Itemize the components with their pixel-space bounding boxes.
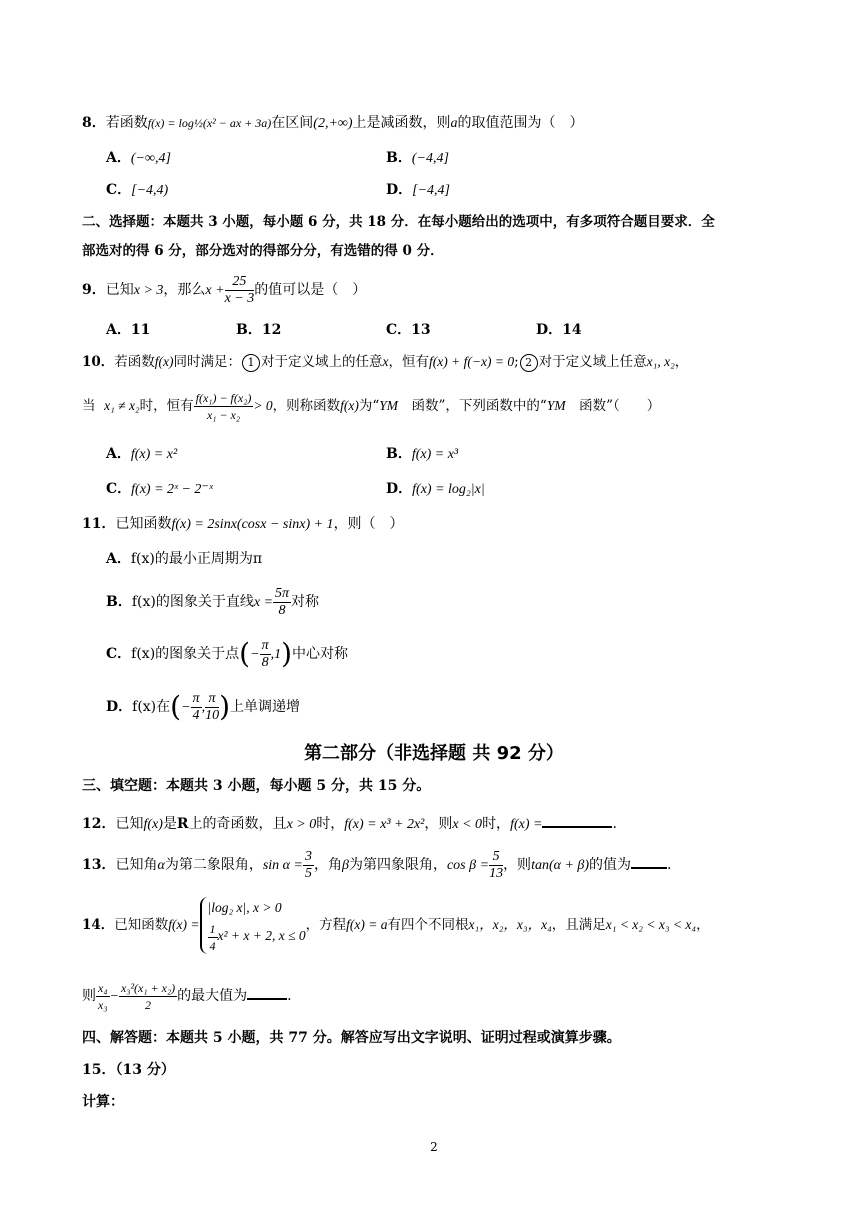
q14-number: 14． <box>82 917 115 933</box>
frac-num: x₄ <box>98 980 108 995</box>
q12-text: 时， <box>482 816 511 832</box>
option-fraction <box>205 691 219 724</box>
q8-stem <box>82 113 584 134</box>
q10-text: 同时满足： <box>173 354 242 370</box>
q11-option-d[interactable]: D．f(x)在(− $\frac{\pi}{4}$ , $\frac{\pi}{10}$ )上单调递增 <box>106 690 300 723</box>
option-text: f(x)在 <box>132 699 171 715</box>
q14-text: ，且满足 <box>551 917 606 933</box>
q12-text: 是 <box>162 816 177 832</box>
q9-text: 已知 <box>105 282 134 298</box>
q11-number: 11． <box>82 516 116 532</box>
option-label: A． <box>106 446 131 462</box>
option-label: A． <box>106 150 131 166</box>
q13-tan: tan(α + β) <box>531 858 590 873</box>
frac-num: 3 <box>304 848 312 864</box>
q9-option-b[interactable] <box>236 320 281 340</box>
q12-cond: x > 0 <box>286 817 317 832</box>
q14-roots: x₁，x₂，x₃，x₄ <box>468 917 552 932</box>
q13-sin-fraction <box>303 849 314 882</box>
q9-option-a[interactable] <box>106 320 150 340</box>
frac-num: x₃²(x₁ + x₂) <box>120 980 176 995</box>
q10-option-d[interactable] <box>386 479 485 500</box>
q14-piecewise <box>200 897 306 953</box>
q13-text: ，角 <box>313 857 342 873</box>
q10-cond: x₁ ≠ x₂ <box>104 398 140 413</box>
q11-text: ，则（ ） <box>333 516 404 532</box>
option-text: f(x)的图象关于点 <box>131 646 240 662</box>
q8-interval: (2,+∞) <box>313 116 353 131</box>
q14-eq: f(x) = a <box>346 917 388 932</box>
q9-option-c[interactable] <box>386 320 431 340</box>
q10-gt: > 0 <box>253 398 273 413</box>
q12-r: R <box>176 816 189 832</box>
option-fraction <box>260 638 271 671</box>
q10-number: 10． <box>82 354 115 370</box>
q12-text: 上的奇函数，且 <box>188 816 287 832</box>
q12-ans: f(x) = <box>510 817 543 832</box>
q12-fx: f(x) <box>143 817 163 832</box>
q13-text: 已知角 <box>115 857 158 873</box>
option-text: f(x) = x³ <box>411 447 459 462</box>
q13-cos: cos β = <box>446 858 490 873</box>
q8-function: f(x) = log½(x² − ax + 3a) <box>147 116 272 130</box>
q13-cos-fraction <box>489 849 503 882</box>
q9-option-d[interactable] <box>536 320 582 340</box>
option-label: C． <box>106 481 132 497</box>
option-text: 11 <box>130 322 151 338</box>
q8-option-b[interactable] <box>386 148 449 169</box>
option-text: 13 <box>411 322 431 338</box>
q14-answer-blank[interactable] <box>247 984 287 1000</box>
q9-stem <box>82 272 366 309</box>
option-label: B． <box>236 322 262 338</box>
section3-heading: 三、填空题：本题共 3 小题，每小题 5 分，共 15 分。 <box>82 778 431 794</box>
circled-one-icon: 1 <box>242 354 260 372</box>
frac-den: 4 <box>192 707 200 723</box>
option-fraction <box>273 586 291 619</box>
option-text: f(x)的最小正周期为π <box>130 551 263 567</box>
q14-case2-rest: x² + x + 2, x ≤ 0 <box>217 928 306 944</box>
q14-text: 有四个不同根 <box>387 917 469 933</box>
part2-title: 第二部分（非选择题 共 92 分） <box>304 743 564 764</box>
q14-text: ， <box>696 917 710 933</box>
option-math: x = <box>253 595 274 610</box>
q10-text: 时，恒有 <box>139 398 194 414</box>
section2-line2: 部选对的得 6 分，部分选对的得部分分，有选错的得 0 分． <box>82 243 444 259</box>
q9-fraction <box>225 274 255 307</box>
q8-text3: 上是减函数，则 <box>352 115 451 131</box>
frac-den: x₁ − x₂ <box>206 408 241 422</box>
circled-two-icon: 2 <box>520 354 538 372</box>
q10-fx: f(x) <box>340 398 359 413</box>
q9-expr: x + <box>205 283 225 298</box>
q14-case2 <box>208 919 306 953</box>
q10-text: 函数”（ ） <box>565 398 661 414</box>
q14-text: ，方程 <box>305 917 347 933</box>
option-label: D． <box>106 699 133 715</box>
q13-end: . <box>667 857 672 873</box>
frac-den: x − 3 <box>224 290 255 306</box>
frac-den: 2 <box>145 997 152 1012</box>
q10-line1: 10．若函数f(x)同时满足： 1 对于定义域上的任意x，恒有f(x) + f(−x) = 0; 2 对于定义域上任意x₁, x₂， <box>82 354 689 370</box>
frac-num: 25 <box>225 274 255 291</box>
q12-answer-blank[interactable] <box>542 812 612 828</box>
q9-number: 9． <box>82 282 106 298</box>
frac-den: 10 <box>205 707 220 723</box>
frac-den: 13 <box>489 865 504 881</box>
q10-ym: YM <box>379 398 399 413</box>
q10-x1x2: x₁, x₂ <box>646 354 675 369</box>
frac-num: 5π <box>275 585 290 601</box>
q15-heading: 15．（13 分） <box>82 1062 175 1078</box>
option-text: f(x) = x² <box>130 447 178 462</box>
section4-heading: 四、解答题：本题共 5 小题，共 77 分。解答应写出文字说明、证明过程或演算步骤。 <box>82 1030 621 1046</box>
q14-fraction1 <box>96 980 110 1013</box>
q12-text: 已知 <box>115 816 144 832</box>
q13-text: 为第四象限角， <box>348 857 447 873</box>
option-text: (−∞,4] <box>130 151 171 166</box>
q8-option-a[interactable] <box>106 148 171 169</box>
option-text: f(x)的图象关于直线 <box>131 594 254 610</box>
option-text: 14 <box>562 322 582 338</box>
q9-cond: x > 3 <box>133 283 164 298</box>
q10-text: 对于定义域上的任意 <box>261 354 383 370</box>
q13-stem <box>82 845 672 886</box>
q8-option-d[interactable] <box>386 180 450 201</box>
frac-den: x₃ <box>98 997 108 1012</box>
q14-fx: f(x) = <box>168 917 200 932</box>
frac-num: π <box>192 690 200 706</box>
q11-option-b[interactable] <box>106 584 319 621</box>
q9-text2: ，那么 <box>163 282 206 298</box>
option-label: A． <box>106 551 131 567</box>
q14-line2 <box>82 974 292 1019</box>
q11-option-a[interactable] <box>106 549 262 569</box>
q13-text: 的值为 <box>589 857 632 873</box>
option-text: 上单调递增 <box>230 699 300 715</box>
q13-beta: β <box>341 858 349 873</box>
q8-number: 8． <box>82 115 106 131</box>
frac-den: 4 <box>209 938 216 953</box>
q10-option-b[interactable] <box>386 444 458 465</box>
q10-ym: YM <box>546 398 566 413</box>
q12-text: ，则 <box>424 816 453 832</box>
option-label: B． <box>386 150 412 166</box>
q10-option-c[interactable] <box>106 479 213 500</box>
section2-line1: 二、选择题：本题共 3 小题，每小题 6 分，共 18 分．在每小题给出的选项中，有多项符合题目要求．全 <box>82 214 715 230</box>
q12-text: 时， <box>316 816 345 832</box>
option-label: C． <box>386 322 412 338</box>
option-text: (−4,4] <box>411 151 449 166</box>
option-text: 12 <box>261 322 282 338</box>
q10-text: 对于定义域上任意 <box>538 354 647 370</box>
q14-case1: |log₂ x|, x > 0 <box>207 900 282 916</box>
q12-stem <box>82 812 617 835</box>
q11-function: f(x) = 2sinx(cosx − sinx) + 1 <box>171 517 334 532</box>
q12-number: 12． <box>82 816 116 832</box>
frac-num: 5 <box>489 849 503 866</box>
q14-fraction2 <box>119 980 177 1013</box>
q11-option-c[interactable]: C．f(x)的图象关于点(− $\frac{\pi}{8}$ ,1)中心对称 <box>106 637 349 670</box>
q13-answer-blank[interactable] <box>631 853 667 869</box>
q13-alpha: α <box>157 858 165 873</box>
option-text: [−4,4] <box>412 183 450 198</box>
q14-line1 <box>82 895 710 955</box>
q13-text: ，则 <box>503 857 532 873</box>
q14-end: . <box>287 988 292 1004</box>
option-fraction <box>191 691 202 724</box>
option-label: B． <box>386 446 412 462</box>
q11-text: 已知函数 <box>115 516 172 532</box>
page-number: 2 <box>430 1140 438 1154</box>
q12-cond: x < 0 <box>452 817 483 832</box>
option-text: f(x) = 2ˣ − 2⁻ˣ <box>131 482 213 497</box>
q11-stem <box>82 514 404 535</box>
q13-number: 13． <box>82 857 116 873</box>
q13-sin: sin α = <box>262 858 303 873</box>
option-label: B． <box>106 594 132 610</box>
frac-den: 8 <box>261 654 269 670</box>
q10-text: 函数”，下列函数中的“ <box>398 398 547 414</box>
q9-text3: 的值可以是（ ） <box>254 282 367 298</box>
option-label: C． <box>106 182 132 198</box>
q14-minus: − <box>109 989 119 1004</box>
q10-x: x <box>382 354 389 369</box>
frac-den: 5 <box>304 865 312 881</box>
option-text: 对称 <box>291 594 320 610</box>
option-text: [−4,4) <box>131 183 169 198</box>
q10-line2 <box>82 386 660 426</box>
q8-var: a <box>450 116 458 131</box>
option-text: f(x) = log₂|x| <box>412 482 485 497</box>
frac-num: 1 <box>209 921 216 936</box>
frac-num: π <box>261 637 269 653</box>
q10-text: 若函数 <box>114 354 155 370</box>
option-label: D． <box>386 182 413 198</box>
q8-option-c[interactable] <box>106 180 168 201</box>
q14-text: 已知函数 <box>114 917 169 933</box>
option-label: C． <box>106 646 132 662</box>
q10-text: 当 <box>82 398 96 414</box>
frac-num: f(x₁) − f(x₂) <box>195 391 252 405</box>
frac-den: 8 <box>278 602 286 618</box>
option-label: D． <box>386 481 413 497</box>
q12-end: . <box>612 816 617 832</box>
q10-text: ， <box>674 354 689 370</box>
q10-fx: f(x) <box>154 354 174 369</box>
q10-option-a[interactable] <box>106 444 177 465</box>
q12-eq: f(x) = x³ + 2x² <box>344 817 425 832</box>
q14-order: x₁ < x₂ < x₃ < x₄ <box>605 917 697 932</box>
option-label: A． <box>106 322 131 338</box>
q10-text: 为“ <box>358 398 380 414</box>
frac-num: π <box>205 691 219 708</box>
q10-eq: f(x) + f(−x) = 0 <box>429 354 515 369</box>
q8-text: 若函数 <box>105 115 148 131</box>
q8-text2: 在区间 <box>271 115 314 131</box>
q10-text: ，则称函数 <box>272 398 341 414</box>
q14-text: 的最大值为 <box>177 988 248 1004</box>
q15-subheading: 计算： <box>82 1094 124 1110</box>
q10-text: ，恒有 <box>388 354 430 370</box>
option-label: D． <box>536 322 563 338</box>
q14-text: 则 <box>82 988 96 1004</box>
q13-text: 为第二象限角， <box>164 857 263 873</box>
q10-fraction <box>194 390 254 423</box>
option-text: 中心对称 <box>292 646 349 662</box>
q8-tail: 的取值范围为（ ） <box>457 115 584 131</box>
